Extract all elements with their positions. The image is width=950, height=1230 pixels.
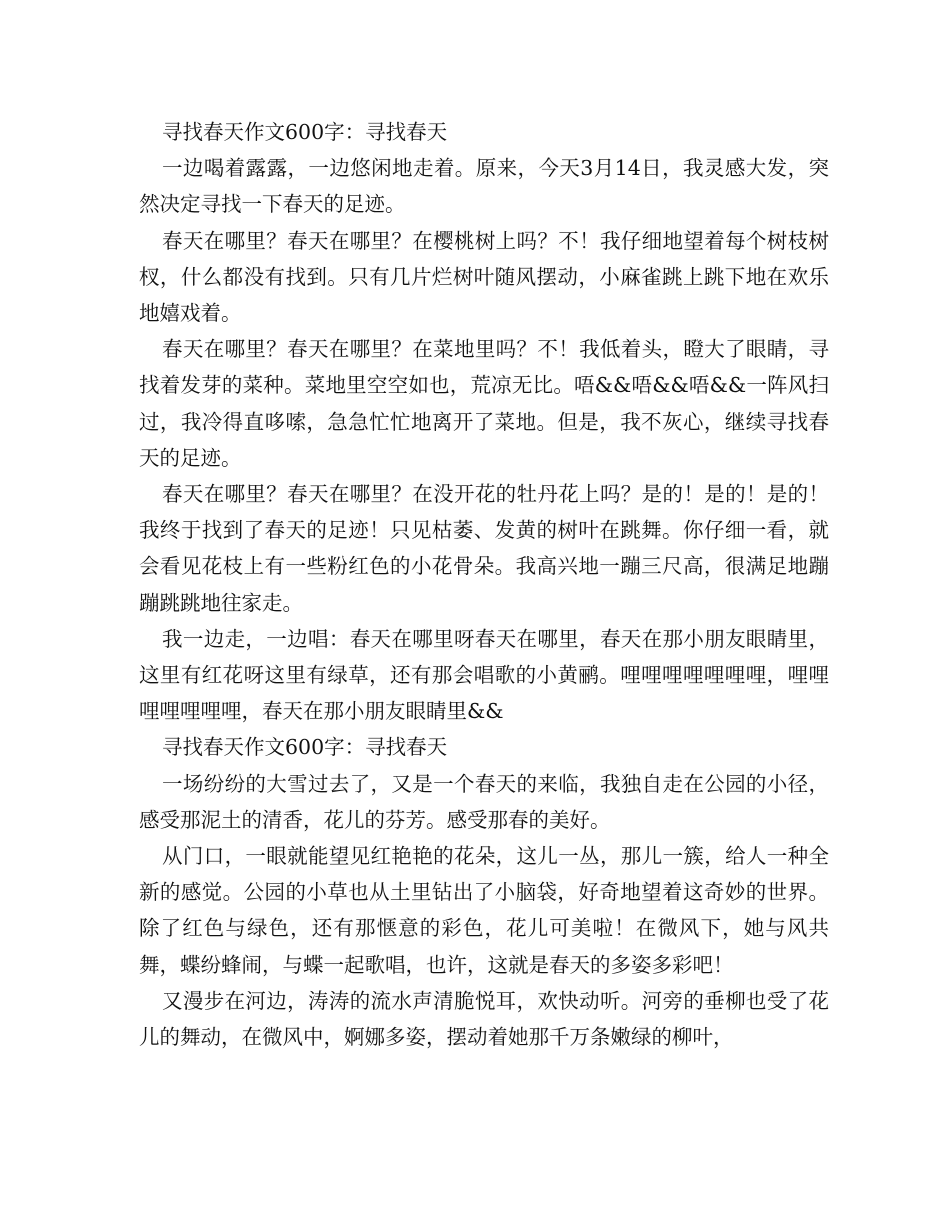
paragraph-riverside: 又漫步在河边，涛涛的流水声清脆悦耳，欢快动听。河旁的垂柳也受了花儿的舞动，在微风中，婀娜多姿，摆动着她那千万条嫩绿的柳叶， xyxy=(139,988,829,1050)
paragraph-park-walk: 一场纷纷的大雪过去了，又是一个春天的来临，我独自走在公园的小径，感受那泥土的清香，花儿的芬芳。感受那春的美好。 xyxy=(139,771,829,832)
paragraph-flowers: 从门口，一眼就能望见红艳艳的花朵，这儿一丛，那儿一簇，给人一种全新的感觉。公园的小草也从土里钻出了小脑袋，好奇地望着这奇妙的世界。除了红色与绿色，还有那惬意的彩色，花儿可美啦！在微风下，她与风共舞，蝶纷蜂闹，与蝶一起歌唱，也许，这就是春天的多姿多彩吧！ xyxy=(139,844,829,977)
essay-title-2: 寻找春天作文600字：寻找春天 xyxy=(162,735,448,760)
paragraph-vegetable-field: 春天在哪里？春天在哪里？在菜地里吗？不！我低着头，瞪大了眼睛，寻找着发芽的菜种。菜地里空空如也，荒凉无比。唔&&唔&&唔&&一阵风扫过，我冷得直哆嗦，急急忙忙地离开了菜地。但是，我不灰心，继续寻找春天的足迹。 xyxy=(139,337,829,470)
essay-title-1: 寻找春天作文600字：寻找春天 xyxy=(162,120,448,144)
text-column xyxy=(139,114,829,1055)
paragraph-peony: 春天在哪里？春天在哪里？在没开花的牡丹花上吗？是的！是的！是的！我终于找到了春天的足迹！只见枯萎、发黄的树叶在跳舞。你仔细一看，就会看见花枝上有一些粉红色的小花骨朵。我高兴地一蹦三尺高，很满足地蹦蹦跳跳地往家走。 xyxy=(139,482,829,615)
paragraph-cherry-tree: 春天在哪里？春天在哪里？在樱桃树上吗？不！我仔细地望着每个树枝树杈，什么都没有找到。只有几片烂树叶随风摆动，小麻雀跳上跳下地在欢乐地嬉戏着。 xyxy=(139,228,829,326)
paragraph-intro: 一边喝着露露，一边悠闲地走着。原来，今天3月14日，我灵感大发，突然决定寻找一下春天的足迹。 xyxy=(139,156,829,217)
paragraph-song: 我一边走，一边唱：春天在哪里呀春天在哪里，春天在那小朋友眼睛里，这里有红花呀这里有绿草，还有那会唱歌的小黄鹂。哩哩哩哩哩哩哩，哩哩哩哩哩哩哩，春天在那小朋友眼睛里&& xyxy=(139,626,829,724)
